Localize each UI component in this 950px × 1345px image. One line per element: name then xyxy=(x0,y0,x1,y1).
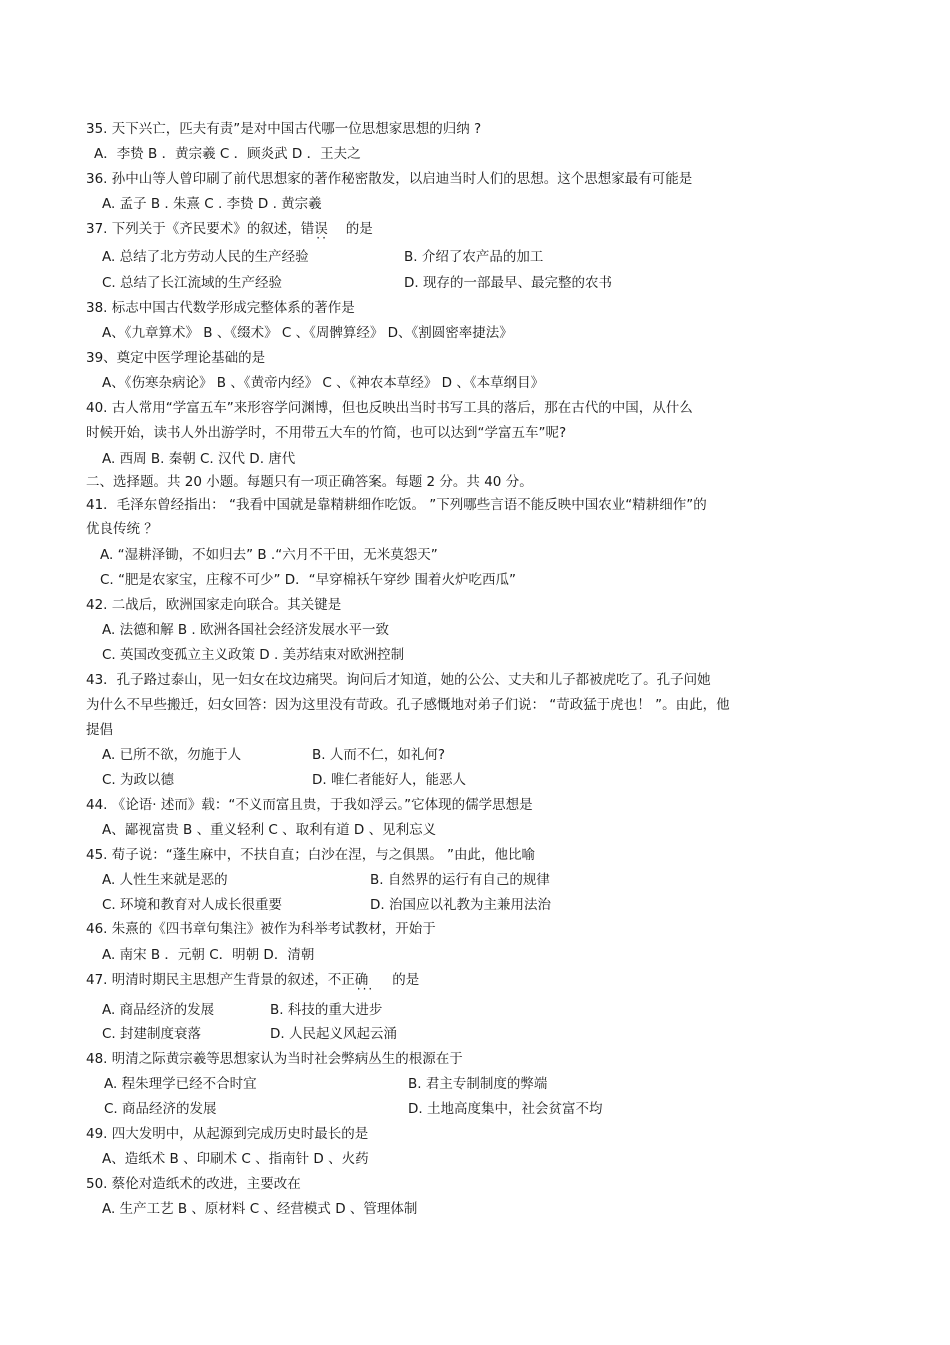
question-35: 35. 天下兴亡，匹夫有责”是对中国古代哪一位思想家思想的归纳 ? xyxy=(86,121,482,137)
question-36: 36. 孙中山等人曾印刷了前代思想家的著作秘密散发，以启迪当时人们的思想。这个思想家最有可能是 xyxy=(86,171,693,187)
question-43-line2: 为什么不早些搬迁，妇女回答：因为这里没有苛政。孔子感慨地对弟子们说： “苛政猛于虎也！ ”。由此，他 xyxy=(86,697,730,713)
question-49: 49. 四大发明中，从起源到完成历史时最长的是 xyxy=(86,1126,369,1142)
question-42-options-cd: C. 英国改变孤立主义政策 D . 美苏结束对欧洲控制 xyxy=(102,647,405,663)
question-40-line1: 40. 古人常用“学富五车”来形容学问渊博，但也反映出当时书写工具的落后，那在古代的中国，从什么 xyxy=(86,400,693,416)
question-46: 46. 朱熹的《四书章句集注》被作为科举考试教材，开始于 xyxy=(86,921,436,937)
question-45-option-d: D. 治国应以礼教为主兼用法治 xyxy=(370,897,551,913)
question-47 xyxy=(86,971,419,989)
question-48-option-c: C. 商品经济的发展 xyxy=(104,1101,217,1117)
question-45-option-a: A. 人性生来就是恶的 xyxy=(102,872,228,888)
question-35-options: A．李贽 B ．黄宗羲 C ．顾炎武 D ．王夫之 xyxy=(94,146,361,162)
question-37-option-c: C. 总结了长江流域的生产经验 xyxy=(102,275,283,291)
question-40-options: A. 西周 B. 秦朝 C. 汉代 D. 唐代 xyxy=(102,451,296,467)
question-46-options: A. 南宋 B ．元朝 C．明朝 D．清朝 xyxy=(102,947,315,963)
question-37-option-d: D. 现存的一部最早、最完整的农书 xyxy=(404,275,612,291)
question-48-option-d: D. 土地高度集中，社会贫富不均 xyxy=(408,1101,603,1117)
question-45-option-b: B. 自然界的运行有自己的规律 xyxy=(370,872,550,888)
question-47-tail: 的是 xyxy=(392,972,420,988)
question-37-option-a: A. 总结了北方劳动人民的生产经验 xyxy=(102,249,309,265)
question-48-option-b: B. 君主专制制度的弊端 xyxy=(408,1076,548,1092)
emphasis-mark: 误 ·· xyxy=(314,220,328,238)
section-2-heading: 二、选择题。共 20 小题。每题只有一项正确答案。每题 2 分。共 40 分。 xyxy=(86,474,533,490)
question-44-options: A、鄙视富贵 B 、重义轻利 C 、取利有道 D 、见利忘义 xyxy=(102,822,437,838)
question-41-options-ab: A. “湿耕泽锄，不如归去” B .“六月不干田，无米莫怨天” xyxy=(100,547,438,563)
question-43-line3: 提倡 xyxy=(86,722,113,738)
question-38-options: A、《九章算术》 B 、《缀术》 C 、《周髀算经》 D、《割圆密率捷法》 xyxy=(102,325,513,341)
question-45: 45. 荀子说：“蓬生麻中，不扶自直；白沙在涅，与之俱黑。 ”由此，他比喻 xyxy=(86,847,536,863)
question-48-option-a: A. 程朱理学已经不合时宜 xyxy=(104,1076,257,1092)
question-48: 48. 明清之际黄宗羲等思想家认为当时社会弊病丛生的根源在于 xyxy=(86,1051,463,1067)
question-41-options-cd: C. “肥是农家宝，庄稼不可少” D．“早穿棉袄午穿纱 围着火炉吃西瓜” xyxy=(100,572,516,588)
question-49-options: A、造纸术 B 、印刷术 C 、指南针 D 、火药 xyxy=(102,1151,369,1167)
question-45-option-c: C. 环境和教育对人成长很重要 xyxy=(102,897,283,913)
question-37-tail: 的是 xyxy=(345,221,373,237)
question-44: 44. 《论语· 述而》载：“不义而富且贵，于我如浮云。”它体现的儒学思想是 xyxy=(86,797,533,813)
question-43-option-a: A. 已所不欲，勿施于人 xyxy=(102,747,242,763)
question-43-option-c: C. 为政以德 xyxy=(102,772,175,788)
question-47-option-c: C. 封建制度衰落 xyxy=(102,1026,202,1042)
question-47-option-b: B. 科技的重大进步 xyxy=(270,1002,383,1018)
question-50-options: A. 生产工艺 B 、原材料 C 、经营模式 D 、管理体制 xyxy=(102,1201,418,1217)
question-37 xyxy=(86,220,373,238)
question-43-option-d: D. 唯仁者能好人，能恶人 xyxy=(312,772,466,788)
question-42-options-ab: A. 法德和解 B . 欧洲各国社会经济发展水平一致 xyxy=(102,622,390,638)
question-39-options: A、《伤寒杂病论》 B 、《黄帝内经》 C 、《神农本草经》 D 、《本草纲目》 xyxy=(102,375,545,391)
question-47-stem: 47. 明清时期民主思想产生背景的叙述，不正 xyxy=(86,972,355,988)
emphasis-mark: 确 ··· xyxy=(355,971,369,989)
question-38: 38. 标志中国古代数学形成完整体系的著作是 xyxy=(86,300,355,316)
question-41-line2: 优良传统 ？ xyxy=(86,521,158,537)
question-47-option-d: D. 人民起义风起云涌 xyxy=(270,1026,397,1042)
question-50: 50. 蔡伦对造纸术的改进，主要改在 xyxy=(86,1176,301,1192)
question-47-option-a: A. 商品经济的发展 xyxy=(102,1002,215,1018)
question-43-line1: 43．孔子路过泰山，见一妇女在坟边痛哭。询问后才知道，她的公公、丈夫和儿子都被虎吃了。孔子问她 xyxy=(86,672,711,688)
question-41-line1: 41．毛泽东曾经指出： “我看中国就是靠精耕细作吃饭。 ”下列哪些言语不能反映中国农业“精耕细作”的 xyxy=(86,497,707,513)
question-37-stem: 37. 下列关于《齐民要术》的叙述，错 xyxy=(86,221,315,237)
question-42: 42. 二战后，欧洲国家走向联合。其关键是 xyxy=(86,597,342,613)
question-37-option-b: B. 介绍了农产品的加工 xyxy=(404,249,544,265)
question-40-line2: 时候开始，读书人外出游学时，不用带五大车的竹简，也可以达到“学富五车”呢? xyxy=(86,425,567,441)
question-39: 39、奠定中医学理论基础的是 xyxy=(86,350,266,366)
question-36-options: A. 孟子 B . 朱熹 C . 李贽 D . 黄宗羲 xyxy=(102,196,322,212)
question-43-option-b: B. 人而不仁，如礼何? xyxy=(312,747,446,763)
